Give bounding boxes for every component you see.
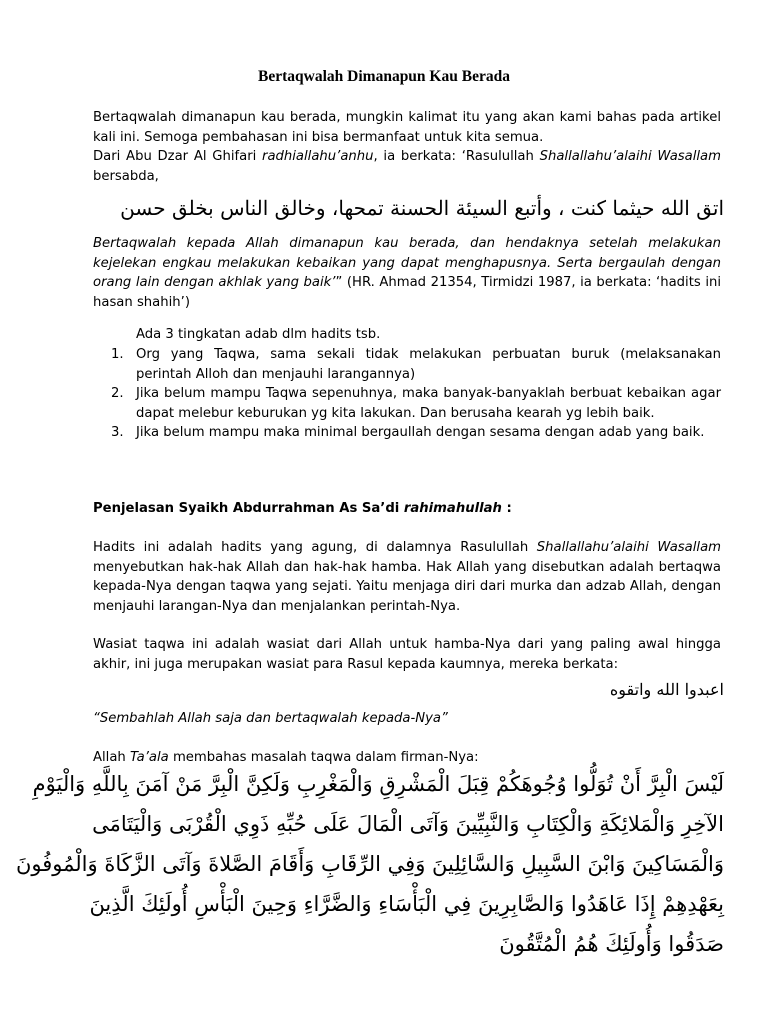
narration-salawat: Shallallahu’alaihi Wasallam xyxy=(539,149,721,164)
narration-text: bersabda, xyxy=(93,168,159,184)
firman-taala: Ta’ala xyxy=(129,750,169,765)
explain-paragraph-1 xyxy=(93,538,721,616)
translation-italic: Bertaqwalah kepada Allah dimanapun kau berada, dan hendaknya setelah melakukan kejelekan engkau melakukan kebaikan yang dapat menghapusnya. Serta bergaulah dengan orang lain dengan akhlak yang baik’ xyxy=(93,236,721,290)
quran-line: الآخِرِ وَالْمَلائِكَةِ وَالْكِتَابِ وَالنَّبِيِّينَ وَآتَى الْمَالَ عَلَى حُبِّهِ ذَوِي الْقُرْبَى وَالْيَتَامَى xyxy=(92,812,724,836)
narration-text: Dari Abu Dzar Al Ghifari xyxy=(93,149,263,164)
list-item xyxy=(93,423,721,443)
firman-text: membahas masalah taqwa dalam firman-Nya: xyxy=(168,750,479,765)
narration-honorific: radhiallahu’anhu xyxy=(262,149,374,164)
quran-verse xyxy=(15,764,724,964)
arabic-wasiat: اعبدوا الله واتقوه xyxy=(609,680,724,699)
list-text: Org yang Taqwa, sama sekali tidak melakukan perbuatan buruk (melaksanakan perintah Alloh dan menjauhi larangannya) xyxy=(136,347,721,382)
list-number: 3. xyxy=(111,425,124,440)
explain-heading xyxy=(93,499,721,519)
arabic-hadith: اتق الله حيثما كنت ، وأتبع السيئة الحسنة تمحها، وخالق الناس بخلق حسن xyxy=(120,196,724,220)
explain-heading-text: Penjelasan Syaikh Abdurrahman As Sa’di xyxy=(93,501,404,516)
list-text: Jika belum mampu Taqwa sepenuhnya, maka banyak-banyaklah berbuat kebaikan agar dapat melebur keburukan yg kita lakukan. Dan berusaha kearah yg lebih baik. xyxy=(136,386,721,421)
quran-line: لَيْسَ الْبِرَّ أَنْ تُوَلُّوا وُجُوهَكُمْ قِبَلَ الْمَشْرِقِ وَالْمَغْرِبِ وَلَكِنَّ الْبِرَّ مَنْ آمَنَ بِاللَّهِ وَالْيَوْمِ xyxy=(32,772,724,796)
explain-text: Hadits ini adalah hadits yang agung, di dalamnya Rasulullah xyxy=(93,540,537,555)
narration-paragraph xyxy=(93,147,721,186)
list-item xyxy=(93,345,721,384)
explain-text: menyebutkan hak-hak Allah dan hak-hak hamba. Hak Allah yang disebutkan adalah bertaqwa kepada-Nya dengan taqwa yang sejati. Yaitu menjaga diri dari murka dan adzab Allah, dengan menjauhi larangan-Nya dan menjalankan perintah-Nya. xyxy=(93,559,721,614)
adab-intro: Ada 3 tingkatan adab dlm hadits tsb. xyxy=(136,327,381,342)
list-text: Jika belum mampu maka minimal bergaullah dengan sesama dengan adab yang baik. xyxy=(136,425,705,440)
quran-line: بِعَهْدِهِمْ إِذَا عَاهَدُوا وَالصَّابِرِينَ فِي الْبَأْسَاءِ وَالضَّرَّاءِ وَحِينَ الْبَأْسِ أُولَئِكَ الَّذِينَ xyxy=(89,892,724,916)
translation-source: ” (HR. Ahmad 21354, Tirmidzi 1987, ia berkata: ‘hadits ini hasan shahih’) xyxy=(93,275,721,310)
explain-paragraph-2: Wasiat taqwa ini adalah wasiat dari Allah untuk hamba-Nya dari yang paling awal hingga akhir, ini juga merupakan wasiat para Rasul kepada kaumnya, mereka berkata: xyxy=(93,637,721,672)
adab-list xyxy=(93,345,721,443)
translation-paragraph xyxy=(93,234,721,312)
list-number: 2. xyxy=(111,386,124,401)
quran-line: صَدَقُوا وَأُولَئِكَ هُمُ الْمُتَّقُونَ xyxy=(499,932,724,956)
explain-salawat: Shallallahu’alaihi Wasallam xyxy=(536,540,721,555)
intro-paragraph: Bertaqwalah dimanapun kau berada, mungkin kalimat itu yang akan kami bahas pada artikel kali ini. Semoga pembahasan ini bisa bermanfaat untuk kita semua. xyxy=(93,110,721,145)
explain-heading-honorific: rahimahullah xyxy=(403,501,502,516)
firman-text: Allah xyxy=(93,750,130,765)
list-number: 1. xyxy=(111,347,124,362)
quran-line: وَالْمَسَاكِينَ وَابْنَ السَّبِيلِ وَالسَّائِلِينَ وَفِي الرِّقَابِ وَأَقَامَ الصَّلاةَ وَآتَى الزَّكَاةَ وَالْمُوفُونَ xyxy=(15,852,724,876)
narration-text: , ia berkata: ‘Rasulullah xyxy=(373,149,540,164)
list-item xyxy=(93,384,721,423)
wasiat-translation: “Sembahlah Allah saja dan bertaqwalah kepada-Nya” xyxy=(93,711,448,726)
explain-heading-text: : xyxy=(501,501,512,516)
document-title: Bertaqwalah Dimanapun Kau Berada xyxy=(258,68,510,85)
